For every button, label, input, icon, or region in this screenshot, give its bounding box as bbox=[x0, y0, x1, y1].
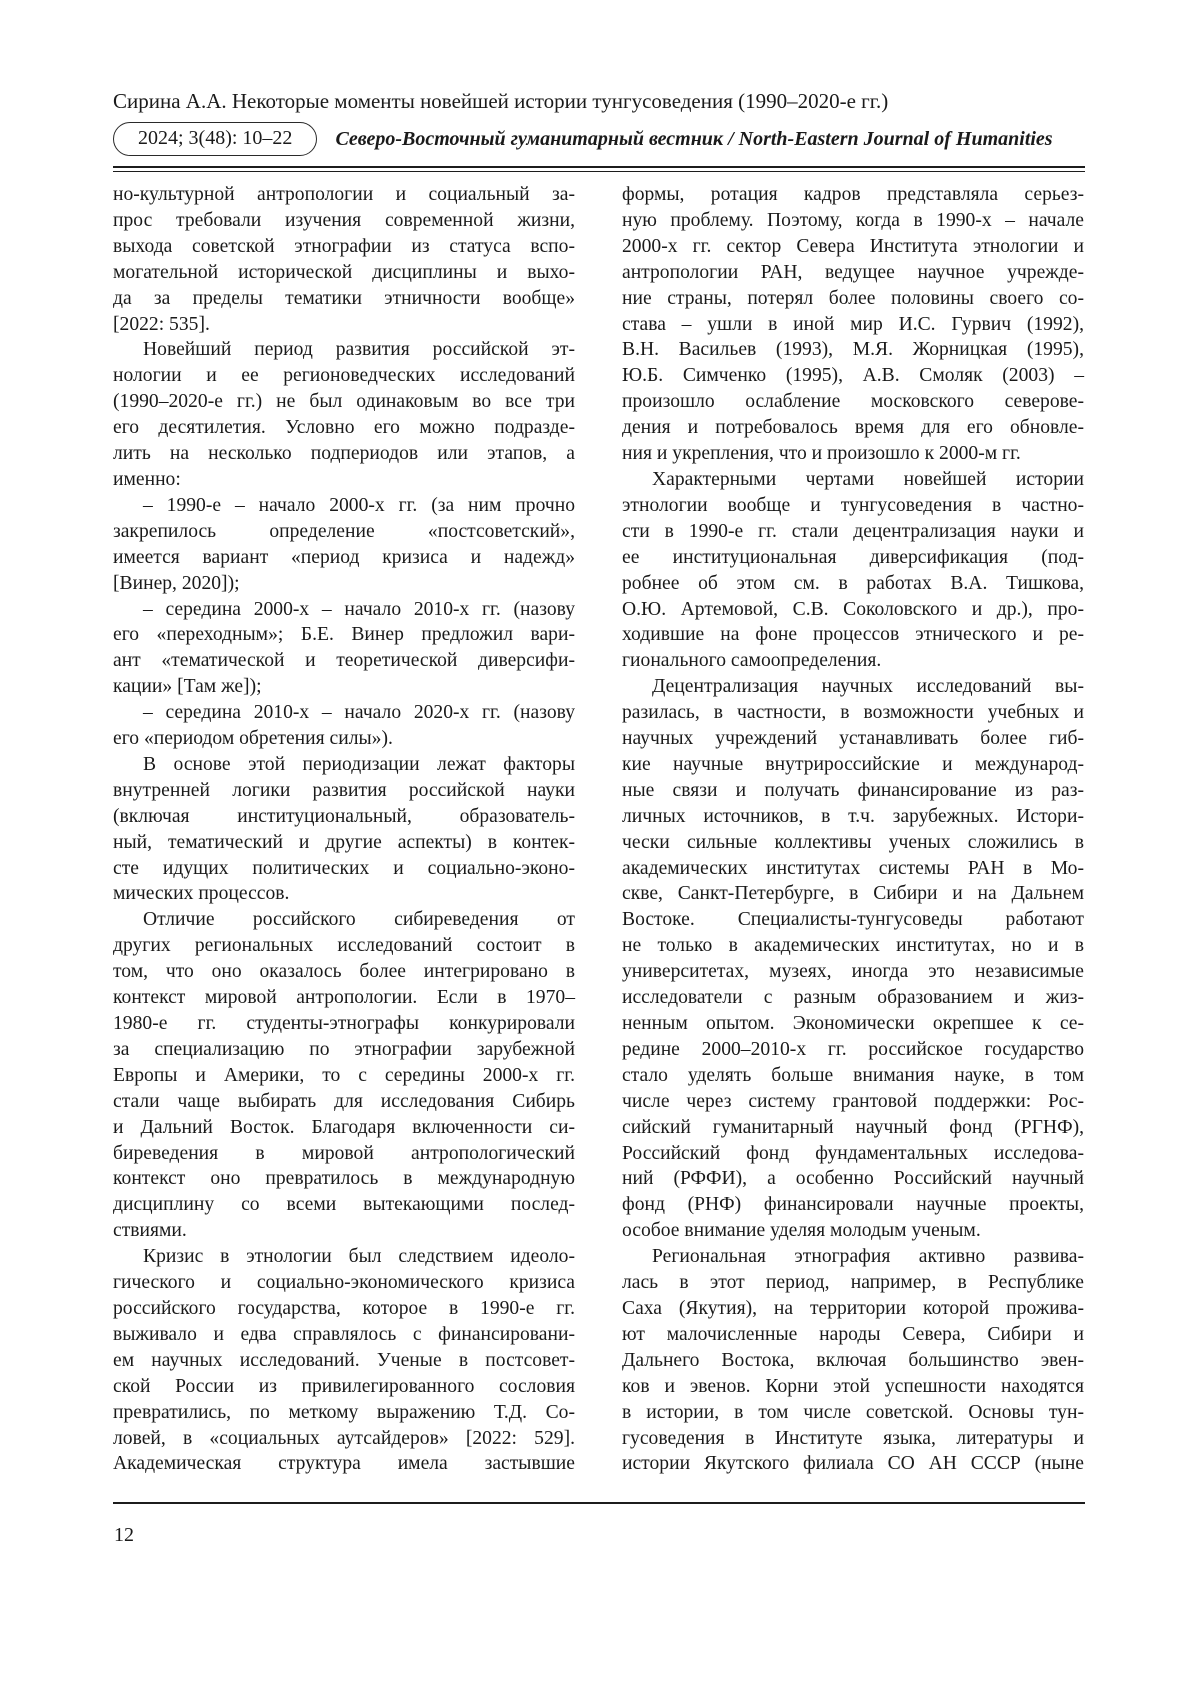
text-line: выживало и едва справлялось с финансировани- bbox=[113, 1323, 575, 1345]
text-line: В.Н. Васильев (1993), М.Я. Жорницкая (1995), bbox=[622, 339, 1084, 361]
text-line: произошло ослабление московского северове- bbox=[622, 391, 1084, 413]
text-line: – 1990-е – начало 2000-х гг. (за ним прочно bbox=[143, 494, 575, 516]
text-line: кие научные внутрироссийские и международ- bbox=[622, 753, 1084, 775]
text-line: фонд (РНФ) финансировали научные проекты, bbox=[622, 1194, 1084, 1216]
text-line: научных учреждений устанавливать более гиб- bbox=[622, 728, 1084, 750]
text-line: гического и социально-экономического кризиса bbox=[113, 1272, 575, 1294]
text-line: исследователи с разным образованием и жиз- bbox=[622, 987, 1084, 1009]
text-line: ловей, в «социальных аутсайдеров» [2022: 529]. bbox=[113, 1427, 575, 1449]
text-line: ствиями. bbox=[113, 1220, 187, 1242]
text-line: робнее об этом см. в работах В.А. Тишкова, bbox=[622, 572, 1084, 594]
issue-row bbox=[113, 122, 1085, 156]
text-line: имеется вариант «период кризиса и надежд» bbox=[113, 546, 575, 568]
text-line: том, что оно оказалось более интегрировано в bbox=[113, 961, 575, 983]
text-line: ния и укрепления, что и произошло к 2000-м гг. bbox=[622, 443, 1021, 465]
text-line: – середина 2000-х – начало 2010-х гг. (назову bbox=[143, 598, 575, 620]
text-line: выхода советской этнографии из статуса вспо- bbox=[113, 235, 575, 257]
text-line: сти в 1990-е гг. стали децентрализация науки и bbox=[622, 520, 1084, 542]
text-line: других региональных исследований состоит в bbox=[113, 935, 575, 957]
text-line: ем научных исследований. Ученые в постсовет- bbox=[113, 1349, 575, 1371]
text-line: гионального самоопределения. bbox=[622, 650, 882, 672]
text-line: Российский фонд фундаментальных исследова- bbox=[622, 1142, 1084, 1164]
text-line: Дальнего Востока, включая большинство эвен- bbox=[622, 1349, 1084, 1371]
text-line: контекст мировой антропологии. Если в 1970– bbox=[113, 987, 575, 1009]
text-line: ант «тематической и теоретической диверсифи- bbox=[113, 650, 575, 672]
text-line: разилась, в частности, в возможности учебных и bbox=[622, 702, 1084, 724]
text-line: нологии и ее регионоведческих исследований bbox=[113, 365, 575, 387]
text-line: академических институтах системы РАН в Мо- bbox=[622, 857, 1084, 879]
text-line: контекст оно превратилось в международную bbox=[113, 1168, 575, 1190]
text-line: Отличие российского сибиреведения от bbox=[143, 909, 575, 931]
text-line: числе через систему грантовой поддержки: Рос- bbox=[622, 1090, 1084, 1112]
text-line: Кризис в этнологии был следствием идеоло- bbox=[143, 1246, 575, 1268]
text-line: личных источников, в т.ч. зарубежных. Истори- bbox=[622, 805, 1084, 827]
text-line: Характерными чертами новейшей истории bbox=[652, 468, 1084, 490]
footer-rule bbox=[113, 1502, 1085, 1504]
text-line: гусоведения в Институте языка, литературы и bbox=[622, 1427, 1084, 1449]
page-number: 12 bbox=[114, 1524, 134, 1546]
text-line: – середина 2010-х – начало 2020-х гг. (назову bbox=[143, 702, 575, 724]
text-line: этнологии вообще и тунгусоведения в частно- bbox=[622, 494, 1084, 516]
text-line: мических процессов. bbox=[113, 883, 290, 905]
text-line: стали чаще выбирать для исследования Сибирь bbox=[113, 1090, 575, 1112]
text-line: скве, Санкт-Петербурге, в Сибири и на Дальнем bbox=[622, 883, 1084, 905]
text-line: ний (РФФИ), а особенно Российский научный bbox=[622, 1168, 1084, 1190]
text-line: [Винер, 2020]); bbox=[113, 572, 240, 594]
text-line: сийский гуманитарный научный фонд (РГНФ), bbox=[622, 1116, 1084, 1138]
text-line: прос требовали изучения современной жизни, bbox=[113, 209, 575, 231]
text-line: 2000-х гг. сектор Севера Института этнологии и bbox=[622, 235, 1084, 257]
text-line: ный, тематический и другие аспекты) в контек- bbox=[113, 831, 575, 853]
text-line: Европы и Америки, то с середины 2000-х гг. bbox=[113, 1064, 575, 1086]
text-line: но-культурной антропологии и социальный за- bbox=[113, 184, 575, 205]
text-line: става – ушли в иной мир И.С. Гурвич (1992), bbox=[622, 313, 1084, 335]
text-line: формы, ротация кадров представляла серьез- bbox=[622, 184, 1084, 205]
text-line: лить на несколько подпериодов или этапов, а bbox=[113, 443, 575, 465]
text-line: стало уделять больше внимания науке, в том bbox=[622, 1064, 1084, 1086]
running-title: Сирина А.А. Некоторые моменты новейшей истории тунгусоведения (1990–2020-е гг.) bbox=[113, 89, 889, 113]
text-line: редине 2000–2010-х гг. российское государство bbox=[622, 1038, 1084, 1060]
text-line: 1980-е гг. студенты-этнографы конкурировали bbox=[113, 1013, 575, 1034]
text-line: Академическая структура имела застывшие bbox=[113, 1453, 575, 1475]
text-line: именно: bbox=[113, 468, 181, 490]
text-line: российского государства, которое в 1990-е гг. bbox=[113, 1297, 575, 1319]
text-line: ее институциональная диверсификация (под- bbox=[622, 546, 1084, 568]
text-line: истории Якутского филиала СО АН СССР (ныне bbox=[622, 1453, 1084, 1475]
text-line: Ю.Б. Симченко (1995), А.В. Смоляк (2003) – bbox=[622, 365, 1084, 387]
text-line: (включая институциональный, образователь- bbox=[113, 805, 575, 827]
text-line: Востоке. Специалисты-тунгусоведы работают bbox=[622, 909, 1084, 931]
text-line: Децентрализация научных исследований вы- bbox=[652, 676, 1084, 698]
text-line: ные связи и получать финансирование из раз- bbox=[622, 779, 1084, 801]
text-line: [2022: 535]. bbox=[113, 313, 210, 335]
text-line: закрепилось определение «постсоветский», bbox=[113, 520, 575, 542]
text-line: биреведения в мировой антропологический bbox=[113, 1142, 575, 1164]
text-line: и Дальний Восток. Благодаря включенности си- bbox=[113, 1116, 575, 1138]
text-line: кации» [Там же]); bbox=[113, 676, 262, 698]
article-body bbox=[113, 182, 1085, 1477]
text-line: Саха (Якутия), на территории которой прожива- bbox=[622, 1297, 1084, 1319]
text-line: Региональная этнография активно развива- bbox=[652, 1246, 1084, 1268]
text-line: превратились, по меткому выражению Т.Д. Со- bbox=[113, 1401, 575, 1423]
text-line: Новейший период развития российской эт- bbox=[143, 339, 575, 361]
text-line: его десятилетия. Условно его можно подразде- bbox=[113, 417, 575, 439]
text-line: ской России из привилегированного сословия bbox=[113, 1375, 575, 1397]
text-line: (1990–2020-е гг.) не был одинаковым во все три bbox=[113, 391, 575, 413]
text-line: ние страны, потерял более половины своего со- bbox=[622, 287, 1084, 309]
journal-title: Северо-Восточный гуманитарный вестник / North-Eastern Journal of Humanities bbox=[335, 127, 1053, 150]
text-line: ходившие на фоне процессов этнического и ре- bbox=[622, 624, 1084, 646]
text-line: дисциплину со всеми вытекающими послед- bbox=[113, 1194, 575, 1216]
text-line: О.Ю. Артемовой, С.В. Соколовского и др.), про- bbox=[622, 598, 1084, 620]
text-line: да за пределы тематики этничности вообще» bbox=[113, 287, 575, 309]
text-line: дения и потребовалось время для его обновле- bbox=[622, 417, 1084, 439]
text-line: ют малочисленные народы Севера, Сибири и bbox=[622, 1323, 1084, 1345]
issue-badge: 2024; 3(48): 10–22 bbox=[113, 122, 317, 156]
text-line: ную проблему. Поэтому, когда в 1990-х – начале bbox=[622, 209, 1084, 231]
text-line: антропологии РАН, ведущее научное учрежде- bbox=[622, 261, 1084, 283]
text-line: его «периодом обретения силы»). bbox=[113, 728, 393, 750]
text-line: в истории, в том числе советской. Основы тун- bbox=[622, 1401, 1084, 1423]
text-line: не только в академических институтах, но и в bbox=[622, 935, 1084, 957]
text-line: особое внимание уделяя молодым ученым. bbox=[622, 1220, 981, 1242]
text-line: В основе этой периодизации лежат факторы bbox=[143, 753, 575, 775]
text-line: ков и эвенов. Корни этой успешности находятся bbox=[622, 1375, 1084, 1397]
text-line: ненным опытом. Экономически окрепшее к се- bbox=[622, 1013, 1084, 1034]
right-column bbox=[622, 182, 1084, 1477]
text-line: внутренней логики развития российской науки bbox=[113, 779, 575, 801]
text-line: сте идущих политических и социально-эконо- bbox=[113, 857, 575, 879]
left-column bbox=[113, 182, 575, 1477]
header-rule bbox=[113, 166, 1085, 172]
text-line: чески сильные коллективы ученых сложились в bbox=[622, 831, 1084, 853]
text-line: университетах, музеях, иногда это независимые bbox=[622, 961, 1084, 983]
text-line: за специализацию по этнографии зарубежной bbox=[113, 1038, 575, 1060]
text-line: лась в этот период, например, в Республике bbox=[622, 1272, 1084, 1294]
text-line: его «переходным»; Б.Е. Винер предложил вари- bbox=[113, 624, 575, 646]
text-line: могательной исторической дисциплины и выхо- bbox=[113, 261, 575, 283]
